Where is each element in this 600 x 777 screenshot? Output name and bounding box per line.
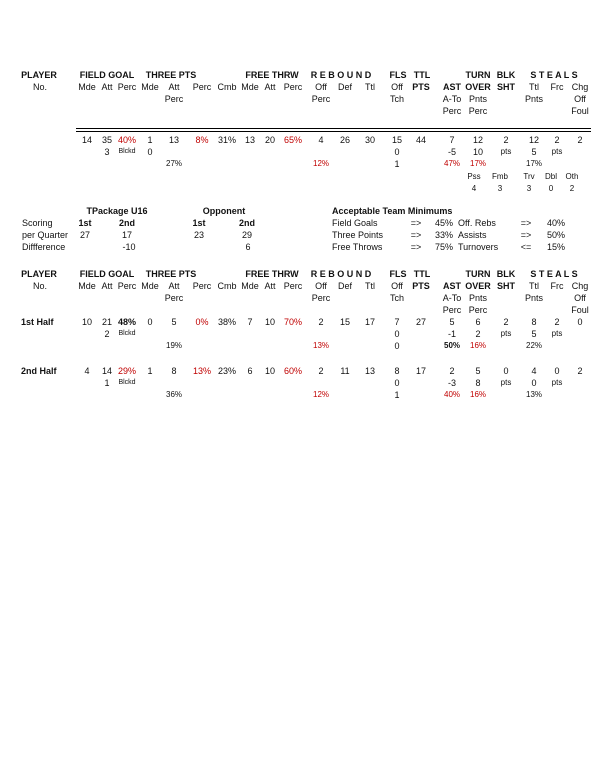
- first-half-line2-blk: pts: [500, 329, 512, 338]
- second-half-line1-fg_att: 14: [101, 366, 113, 376]
- totals-line2-fg_att: 3: [104, 147, 110, 157]
- totals-turnover-counts-2: 3: [526, 184, 532, 193]
- second-half-line1-tp_att: 8: [171, 366, 177, 376]
- second-half-line1-rb_ttl: 13: [364, 366, 376, 376]
- totals-line3-to: 17%: [469, 159, 487, 168]
- stats-header-sub1-tp_mde: Mde: [141, 281, 159, 291]
- totals-line2-to: 10: [472, 147, 484, 157]
- stats-header-sub1-rb_def: Def: [337, 82, 353, 92]
- first-half-line1-pts: 27: [415, 317, 427, 327]
- stats-header-sub1-fg_mde: Mde: [78, 281, 96, 291]
- totals-line3-tp_att: 27%: [165, 159, 183, 168]
- totals-line2-tp_mde: 0: [147, 147, 153, 157]
- stats-header-sub1-to: OVER: [465, 82, 491, 92]
- stats-header-sub1-blk: SHT: [497, 82, 515, 92]
- stats-header-sub1-ast: AST: [443, 82, 461, 92]
- team-minimums-row3-1: =>: [410, 242, 422, 252]
- stats-header-sub1-ast: AST: [443, 281, 461, 291]
- stats-header-group-0: PLAYER: [21, 70, 57, 80]
- team-minimums-row1-3: Off. Rebs: [458, 218, 496, 228]
- stats-header-sub1-fg_perc: Perc: [117, 281, 137, 291]
- stats-header-sub1-rb_off: Off: [315, 281, 327, 291]
- first-half-line1-to: 6: [475, 317, 481, 327]
- second-half-line3-to: 16%: [469, 390, 487, 399]
- second-half-line1-ast: 2: [449, 366, 455, 376]
- stats-header-sub1-tp_att: Att: [168, 82, 180, 92]
- second-half-line1-tp_mde: 1: [147, 366, 153, 376]
- stats-header-group-5: FLS: [389, 70, 407, 80]
- totals-line1-ft_att: 20: [264, 135, 276, 145]
- stats-header-group-4: R E B O U N D: [310, 269, 372, 279]
- first-half-line2-ast: -1: [447, 329, 457, 339]
- first-half-line1-ast: 5: [449, 317, 455, 327]
- first-half-line3-tp_att: 19%: [165, 341, 183, 350]
- quarter-scoring-difference-1: -10: [122, 242, 136, 252]
- totals-line1-blk: 2: [503, 135, 509, 145]
- stats-header-sub1-ft_mde: Mde: [241, 82, 259, 92]
- second-half-line1-rb_off: 2: [318, 366, 324, 376]
- quarter-scoring-values-0: per Quarter: [22, 230, 69, 240]
- second-half-line1-st_frc: 0: [554, 366, 560, 376]
- totals-divider-line-bottom: [76, 131, 591, 132]
- stats-header-sub1-fls: Off: [391, 281, 403, 291]
- team-minimums-title-0: Acceptable Team Minimums: [332, 206, 453, 216]
- stats-header-sub1-0: No.: [32, 82, 48, 92]
- second-half-line1-ft_perc: 60%: [283, 366, 303, 376]
- stats-header-group-9: S T E A L S: [530, 269, 578, 279]
- stats-header-sub1-pts: PTS: [412, 82, 430, 92]
- totals-line3-rb_off: 12%: [312, 159, 330, 168]
- team-minimums-row2-4: =>: [520, 230, 532, 240]
- totals-line2-fg_perc: Blckd: [118, 148, 136, 155]
- quarter-scoring-header-1: 1st: [78, 218, 92, 228]
- second-half-line2-fg_att: 1: [104, 378, 110, 388]
- second-half-line3-st_ttl: 13%: [525, 390, 543, 399]
- stats-header-sub1-tp_perc: Perc: [192, 281, 212, 291]
- second-half-line1-fls: 8: [394, 366, 400, 376]
- totals-line1-fls: 15: [391, 135, 403, 145]
- totals-divider-line-top: [76, 128, 591, 129]
- first-half-line3-to: 16%: [469, 341, 487, 350]
- team-minimums-row3-4: <=: [520, 242, 532, 252]
- team-minimums-row2-5: 50%: [546, 230, 566, 240]
- team-minimums-row1-0: Field Goals: [332, 218, 378, 228]
- stats-header-sub1-st_frc: Frc: [550, 82, 564, 92]
- stats-header-group-3: FREE THRW: [245, 70, 299, 80]
- stats-header-sub1-tp_mde: Mde: [141, 82, 159, 92]
- first-half-line1-fls: 7: [394, 317, 400, 327]
- stats-header-group-3: FREE THRW: [245, 269, 299, 279]
- stats-header-sub1-rb_ttl: Ttl: [365, 281, 375, 291]
- quarter-scoring-header-4: 2nd: [238, 218, 256, 228]
- stats-header-group-6: TTL: [413, 70, 431, 80]
- totals-line1-tp_att: 13: [168, 135, 180, 145]
- second-half-line1-rb_def: 11: [340, 366, 350, 376]
- second-half-line1-blk: 0: [503, 366, 509, 376]
- totals-line1-st_ttl: 12: [528, 135, 540, 145]
- stats-header-sub2-to: Pnts: [468, 94, 488, 104]
- totals-line2-blk: pts: [500, 147, 512, 156]
- totals-line3-st_ttl: 17%: [525, 159, 543, 168]
- stats-header-sub1-fg_mde: Mde: [78, 82, 96, 92]
- totals-line1-st_chg: 2: [577, 135, 583, 145]
- first-half-line1-tp_mde: 0: [147, 317, 153, 327]
- stats-header-sub3-st_chg: Foul: [571, 305, 589, 315]
- totals-line2-st_frc: pts: [551, 147, 563, 156]
- team-minimums-row2-2: 33%: [434, 230, 454, 240]
- totals-line2-st_ttl: 5: [531, 147, 537, 157]
- stats-header-sub1-0: No.: [32, 281, 48, 291]
- stats-header-sub1-ft_att: Att: [264, 281, 276, 291]
- stats-header-sub1-to: OVER: [465, 281, 491, 291]
- stats-header-sub3-to: Perc: [468, 305, 488, 315]
- first-half-line1-blk: 2: [503, 317, 509, 327]
- first-half-line3-rb_off: 13%: [312, 341, 330, 350]
- quarter-scoring-difference-0: Diffference: [22, 242, 66, 252]
- quarter-scoring-values-4: 29: [241, 230, 253, 240]
- stats-header-sub2-st_chg: Off: [574, 293, 586, 303]
- totals-turnover-types-1: Fmb: [492, 172, 508, 181]
- stats-header-sub3-st_chg: Foul: [571, 106, 589, 116]
- quarter-scoring-difference-2: 6: [245, 242, 251, 252]
- first-half-line1-fg_perc: 48%: [117, 317, 137, 327]
- totals-line1-ft_perc: 65%: [283, 135, 303, 145]
- stats-header-sub1-st_ttl: Ttl: [529, 281, 539, 291]
- first-half-line3-fls: 0: [394, 341, 400, 351]
- team-minimums-row3-3: Turnovers: [458, 242, 499, 252]
- stats-header-sub1-tp_perc: Perc: [192, 82, 212, 92]
- stats-header-sub2-to: Pnts: [468, 293, 488, 303]
- quarter-scoring-header-0: Scoring: [22, 218, 53, 228]
- stats-header-sub2-ast: A-To: [442, 293, 462, 303]
- quarter-scoring-values-1: 27: [79, 230, 91, 240]
- totals-line1-ft_mde: 13: [244, 135, 256, 145]
- team-minimums-row1-1: =>: [410, 218, 422, 228]
- second-half-line1-ft_att: 10: [264, 366, 276, 376]
- stats-header-sub1-cmb: Cmb: [217, 281, 237, 291]
- totals-line1-cmb: 31%: [217, 135, 237, 145]
- second-half-line2-st_ttl: 0: [531, 378, 537, 388]
- stats-header-sub1-st_chg: Chg: [571, 82, 589, 92]
- totals-turnover-counts-3: 0: [548, 184, 554, 193]
- first-half-line1-tp_att: 5: [171, 317, 177, 327]
- first-half-line1-label: 1st Half: [21, 317, 54, 327]
- stats-header-sub1-st_ttl: Ttl: [529, 82, 539, 92]
- stats-header-sub2-rb_off: Perc: [311, 94, 331, 104]
- second-half-line1-st_chg: 2: [577, 366, 583, 376]
- stats-header-sub1-fg_perc: Perc: [117, 82, 137, 92]
- team-minimums-row1-2: 45%: [434, 218, 454, 228]
- second-half-line3-fls: 1: [394, 390, 400, 400]
- stats-header-group-8: BLK: [496, 70, 516, 80]
- first-half-line1-rb_def: 15: [339, 317, 351, 327]
- totals-line1-rb_off: 4: [318, 135, 324, 145]
- second-half-line2-ast: -3: [447, 378, 457, 388]
- team-minimums-row1-4: =>: [520, 218, 532, 228]
- team-minimums-row2-3: Assists: [458, 230, 487, 240]
- stats-header-sub1-pts: PTS: [412, 281, 430, 291]
- totals-line3-ast: 47%: [443, 159, 461, 168]
- second-half-line3-rb_off: 12%: [312, 390, 330, 399]
- stats-header-sub1-ft_perc: Perc: [283, 82, 303, 92]
- second-half-line1-cmb: 23%: [217, 366, 237, 376]
- stats-header-group-2: THREE PTS: [145, 269, 197, 279]
- second-half-line2-st_frc: pts: [551, 378, 563, 387]
- second-half-line3-tp_att: 36%: [165, 390, 183, 399]
- quarter-scoring-values-2: 17: [121, 230, 133, 240]
- stats-header-sub2-fls: Tch: [389, 94, 405, 104]
- totals-line1-tp_mde: 1: [147, 135, 153, 145]
- first-half-line1-st_ttl: 8: [531, 317, 537, 327]
- stats-header-sub2-fls: Tch: [389, 293, 405, 303]
- stats-header-sub3-to: Perc: [468, 106, 488, 116]
- totals-turnover-types-4: Oth: [565, 172, 579, 181]
- team-minimums-row3-2: 75%: [434, 242, 454, 252]
- first-half-line2-to: 2: [475, 329, 481, 339]
- first-half-line1-tp_perc: 0%: [195, 317, 209, 327]
- first-half-line1-fg_mde: 10: [81, 317, 93, 327]
- totals-turnover-types-0: Pss: [467, 172, 481, 181]
- totals-line1-ast: 7: [449, 135, 455, 145]
- totals-line2-fls: 0: [394, 147, 400, 157]
- team-minimums-row3-0: Free Throws: [332, 242, 383, 252]
- stats-header-sub2-rb_off: Perc: [311, 293, 331, 303]
- stats-header-sub3-ast: Perc: [442, 305, 462, 315]
- totals-turnover-counts-1: 3: [497, 184, 503, 193]
- stats-header-sub1-fls: Off: [391, 82, 403, 92]
- stats-header-sub1-rb_off: Off: [315, 82, 327, 92]
- totals-line1-st_frc: 2: [554, 135, 560, 145]
- stats-header-sub2-ast: A-To: [442, 94, 462, 104]
- stats-header-sub2-st_ttl: Pnts: [524, 94, 544, 104]
- team-minimums-row1-5: 40%: [546, 218, 566, 228]
- second-half-line2-blk: pts: [500, 378, 512, 387]
- quarter-scoring-values-3: 23: [193, 230, 205, 240]
- stats-header-sub2-tp_att: Perc: [164, 293, 184, 303]
- totals-turnover-types-3: Dbl: [544, 172, 558, 181]
- stats-header-sub1-st_frc: Frc: [550, 281, 564, 291]
- first-half-line1-rb_ttl: 17: [364, 317, 376, 327]
- second-half-line3-ast: 40%: [443, 390, 461, 399]
- stats-header-sub1-cmb: Cmb: [217, 82, 237, 92]
- stats-header-sub1-fg_att: Att: [101, 82, 113, 92]
- stats-header-sub1-blk: SHT: [497, 281, 515, 291]
- stats-header-sub1-ft_perc: Perc: [283, 281, 303, 291]
- team-minimums-row2-1: =>: [410, 230, 422, 240]
- quarter-scoring-header-3: 1st: [192, 218, 206, 228]
- second-half-line1-to: 5: [475, 366, 481, 376]
- stats-header-sub2-st_chg: Off: [574, 94, 586, 104]
- first-half-line2-fg_perc: Blckd: [118, 330, 136, 337]
- totals-line3-fls: 1: [394, 159, 400, 169]
- first-half-line2-st_frc: pts: [551, 329, 563, 338]
- quarter-scoring-teams-0: TPackage U16: [86, 206, 148, 216]
- totals-line1-fg_mde: 14: [81, 135, 93, 145]
- second-half-line2-fls: 0: [394, 378, 400, 388]
- stats-header-sub2-tp_att: Perc: [164, 94, 184, 104]
- second-half-line1-fg_perc: 29%: [117, 366, 137, 376]
- stats-header-sub2-st_ttl: Pnts: [524, 293, 544, 303]
- second-half-line2-fg_perc: Blckd: [118, 379, 136, 386]
- totals-line1-pts: 44: [415, 135, 427, 145]
- team-minimums-row2-0: Three Points: [332, 230, 384, 240]
- second-half-line1-pts: 17: [415, 366, 427, 376]
- stats-header-group-6: TTL: [413, 269, 431, 279]
- first-half-line1-fg_att: 21: [101, 317, 113, 327]
- totals-line1-to: 12: [472, 135, 484, 145]
- first-half-line1-st_frc: 2: [554, 317, 560, 327]
- stats-header-sub1-tp_att: Att: [168, 281, 180, 291]
- first-half-line3-ast: 50%: [443, 341, 461, 350]
- stats-header-group-4: R E B O U N D: [310, 70, 372, 80]
- team-minimums-row3-5: 15%: [546, 242, 566, 252]
- stats-header-group-7: TURN: [465, 70, 491, 80]
- first-half-line1-ft_perc: 70%: [283, 317, 303, 327]
- second-half-line1-tp_perc: 13%: [192, 366, 212, 376]
- stats-header-group-1: FIELD GOAL: [79, 70, 135, 80]
- second-half-line1-label: 2nd Half: [21, 366, 57, 376]
- stats-header-sub1-rb_ttl: Ttl: [365, 82, 375, 92]
- stats-header-group-8: BLK: [496, 269, 516, 279]
- first-half-line1-st_chg: 0: [577, 317, 583, 327]
- stats-header-group-2: THREE PTS: [145, 70, 197, 80]
- stats-header-group-7: TURN: [465, 269, 491, 279]
- quarter-scoring-header-2: 2nd: [118, 218, 136, 228]
- stats-header-group-5: FLS: [389, 269, 407, 279]
- stats-header-sub1-fg_att: Att: [101, 281, 113, 291]
- stats-header-sub1-rb_def: Def: [337, 281, 353, 291]
- first-half-line2-fls: 0: [394, 329, 400, 339]
- totals-turnover-types-2: Trv: [523, 172, 535, 181]
- totals-line1-rb_def: 26: [339, 135, 351, 145]
- first-half-line1-rb_off: 2: [318, 317, 324, 327]
- first-half-line1-ft_mde: 7: [247, 317, 253, 327]
- totals-line2-ast: -5: [447, 147, 457, 157]
- totals-turnover-counts-4: 2: [569, 184, 575, 193]
- stats-header-sub1-st_chg: Chg: [571, 281, 589, 291]
- stats-header-group-0: PLAYER: [21, 269, 57, 279]
- first-half-line1-cmb: 38%: [217, 317, 237, 327]
- second-half-line1-st_ttl: 4: [531, 366, 537, 376]
- totals-turnover-counts-0: 4: [471, 184, 477, 193]
- quarter-scoring-teams-1: Opponent: [202, 206, 246, 216]
- totals-line1-fg_att: 35: [101, 135, 113, 145]
- totals-line1-tp_perc: 8%: [195, 135, 209, 145]
- stats-header-group-9: S T E A L S: [530, 70, 578, 80]
- second-half-line2-to: 8: [475, 378, 481, 388]
- second-half-line1-ft_mde: 6: [247, 366, 253, 376]
- second-half-line1-fg_mde: 4: [84, 366, 90, 376]
- first-half-line2-st_ttl: 5: [531, 329, 537, 339]
- first-half-line1-ft_att: 10: [264, 317, 276, 327]
- totals-line1-fg_perc: 40%: [117, 135, 137, 145]
- stats-header-sub1-ft_att: Att: [264, 82, 276, 92]
- stats-header-sub1-ft_mde: Mde: [241, 281, 259, 291]
- first-half-line3-st_ttl: 22%: [525, 341, 543, 350]
- first-half-line2-fg_att: 2: [104, 329, 110, 339]
- stats-header-sub3-ast: Perc: [442, 106, 462, 116]
- stats-header-group-1: FIELD GOAL: [79, 269, 135, 279]
- totals-line1-rb_ttl: 30: [364, 135, 376, 145]
